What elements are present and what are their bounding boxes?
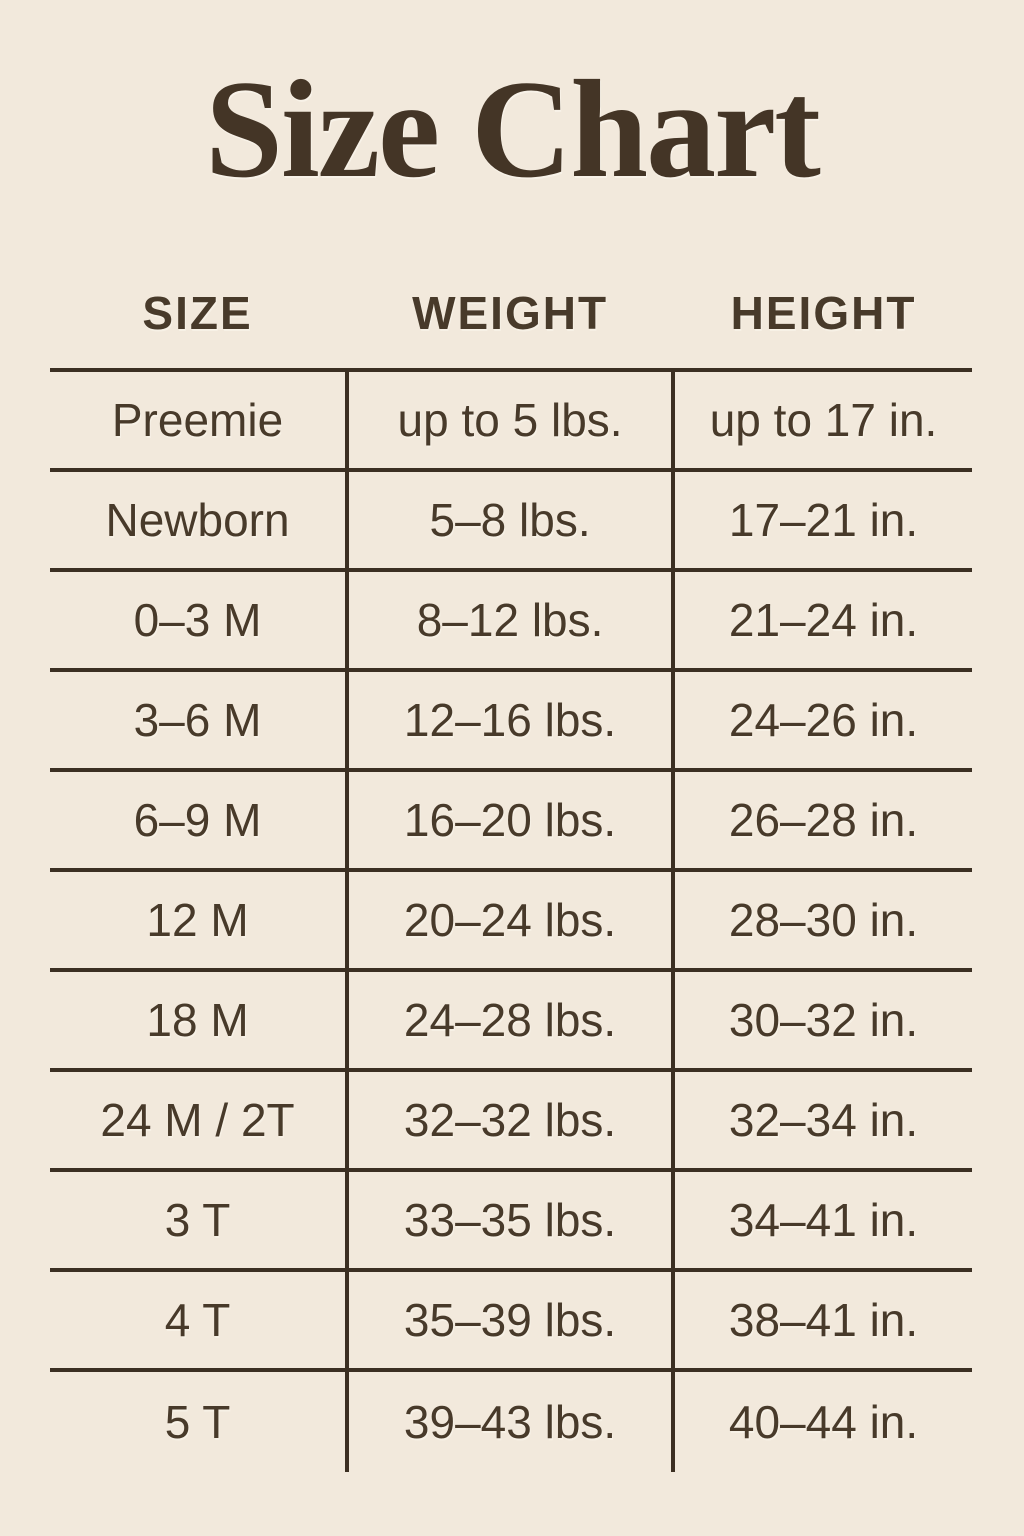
- weight-cell: 5–8 lbs.: [345, 472, 675, 568]
- size-cell: 18 M: [146, 994, 249, 1046]
- size-cell: Preemie: [111, 394, 284, 446]
- table-row-newborn: [50, 472, 972, 572]
- weight-cell: up to 5 lbs.: [345, 372, 675, 468]
- table-row-6-9m: [50, 772, 972, 872]
- weight-cell: 39–43 lbs.: [345, 1372, 675, 1472]
- weight-cell: 35–39 lbs.: [345, 1272, 675, 1368]
- height-cell: 40–44 in.: [728, 1396, 919, 1448]
- height-cell: 21–24 in.: [728, 594, 919, 646]
- weight-cell: 20–24 lbs.: [345, 872, 675, 968]
- height-cell: 38–41 in.: [728, 1294, 919, 1346]
- weight-cell: 32–32 lbs.: [345, 1072, 675, 1168]
- table-row-12m: [50, 872, 972, 972]
- table-header-row: [50, 258, 972, 368]
- size-cell: 3 T: [164, 1194, 231, 1246]
- size-chart-table: [50, 258, 972, 1472]
- size-cell: 6–9 M: [133, 794, 262, 846]
- height-cell: 17–21 in.: [728, 494, 919, 546]
- weight-cell: 24–28 lbs.: [345, 972, 675, 1068]
- column-header-height: HEIGHT: [730, 287, 917, 339]
- table-row-24m-2t: [50, 1072, 972, 1172]
- height-cell: 26–28 in.: [728, 794, 919, 846]
- column-header-weight: WEIGHT: [412, 287, 609, 339]
- height-cell: 34–41 in.: [728, 1194, 919, 1246]
- size-cell: 0–3 M: [133, 594, 262, 646]
- weight-cell: 33–35 lbs.: [345, 1172, 675, 1268]
- size-cell: 4 T: [164, 1294, 231, 1346]
- height-cell: 32–34 in.: [728, 1094, 919, 1146]
- table-row-preemie: [50, 372, 972, 472]
- table-row-3-6m: [50, 672, 972, 772]
- table-row-4t: [50, 1272, 972, 1372]
- size-cell: Newborn: [105, 494, 290, 546]
- weight-cell: 8–12 lbs.: [345, 572, 675, 668]
- table-row-5t: [50, 1372, 972, 1472]
- column-header-size: SIZE: [142, 287, 253, 339]
- table-body: [50, 368, 972, 1472]
- height-cell: 28–30 in.: [728, 894, 919, 946]
- size-cell: 5 T: [164, 1396, 231, 1448]
- table-row-0-3m: [50, 572, 972, 672]
- table-row-3t: [50, 1172, 972, 1272]
- height-cell: 30–32 in.: [728, 994, 919, 1046]
- weight-cell: 12–16 lbs.: [345, 672, 675, 768]
- size-cell: 24 M / 2T: [100, 1094, 295, 1146]
- size-cell: 3–6 M: [133, 694, 262, 746]
- table-row-18m: [50, 972, 972, 1072]
- page-title: Size Chart: [205, 52, 819, 207]
- height-cell: up to 17 in.: [709, 394, 938, 446]
- size-cell: 12 M: [146, 894, 249, 946]
- weight-cell: 16–20 lbs.: [345, 772, 675, 868]
- height-cell: 24–26 in.: [728, 694, 919, 746]
